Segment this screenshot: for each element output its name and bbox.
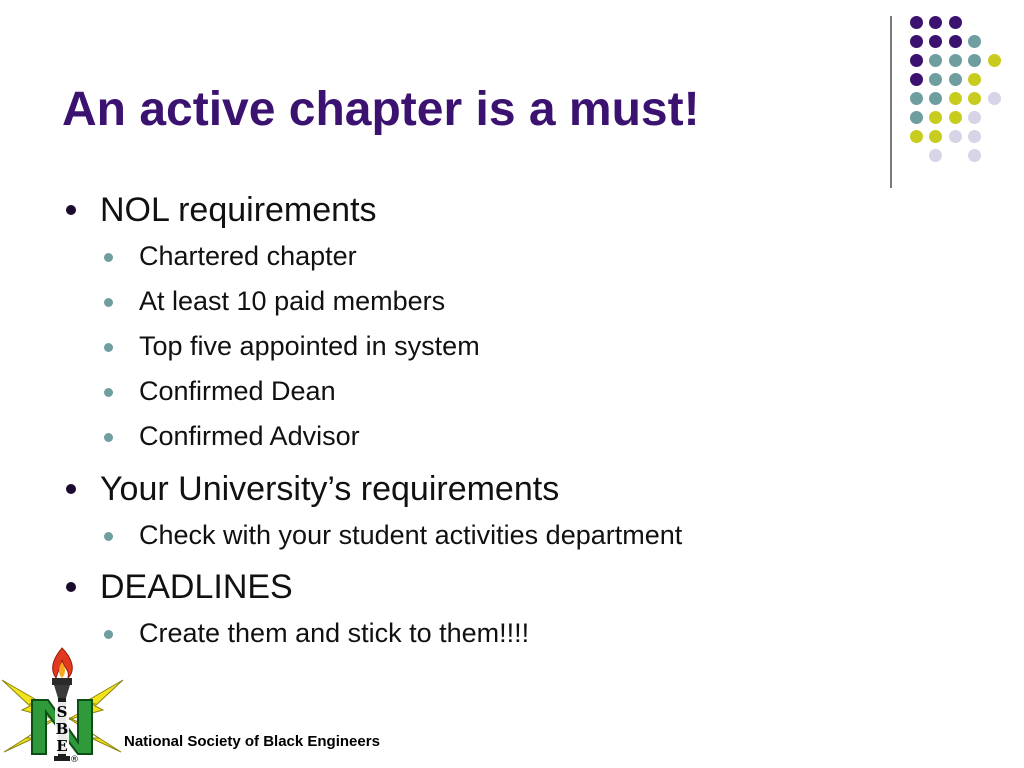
- registered-mark: ®: [70, 755, 79, 765]
- slide-title: An active chapter is a must!: [62, 83, 700, 136]
- bullet-text: NOL requirements: [100, 191, 377, 229]
- logo-letter-e: E: [56, 737, 68, 755]
- sub-bullet-text: Confirmed Dean: [139, 376, 336, 406]
- sub-bullet-dot-icon: [104, 343, 113, 352]
- bullet-text: DEADLINES: [100, 568, 293, 606]
- sub-bullet-text: Create them and stick to them!!!!: [139, 618, 530, 648]
- sub-bullet-text: Confirmed Advisor: [139, 421, 360, 451]
- sub-bullet-dot-icon: [104, 630, 113, 639]
- sub-bullet-dot-icon: [104, 433, 113, 442]
- footer-organization-name: National Society of Black Engineers: [124, 733, 380, 750]
- sub-bullet-dot-icon: [104, 532, 113, 541]
- bullet-dot-icon: [66, 484, 76, 494]
- bullet-dot-icon: [66, 582, 76, 592]
- logo-letter-b: B: [55, 720, 69, 738]
- sub-bullet-text: Chartered chapter: [139, 241, 357, 271]
- sub-bullet-dot-icon: [104, 388, 113, 397]
- sub-bullet-dot-icon: [104, 253, 113, 262]
- sub-bullet-text: Top five appointed in system: [139, 331, 480, 361]
- nsbe-logo: [0, 640, 125, 768]
- sub-bullet-text: At least 10 paid members: [139, 286, 446, 316]
- bullet-dot-icon: [66, 205, 76, 215]
- logo-letter-s: S: [56, 703, 68, 721]
- sub-bullet-dot-icon: [104, 298, 113, 307]
- sub-bullet-text: Check with your student activities department: [139, 520, 683, 550]
- bullet-text: Your University’s requirements: [100, 470, 560, 508]
